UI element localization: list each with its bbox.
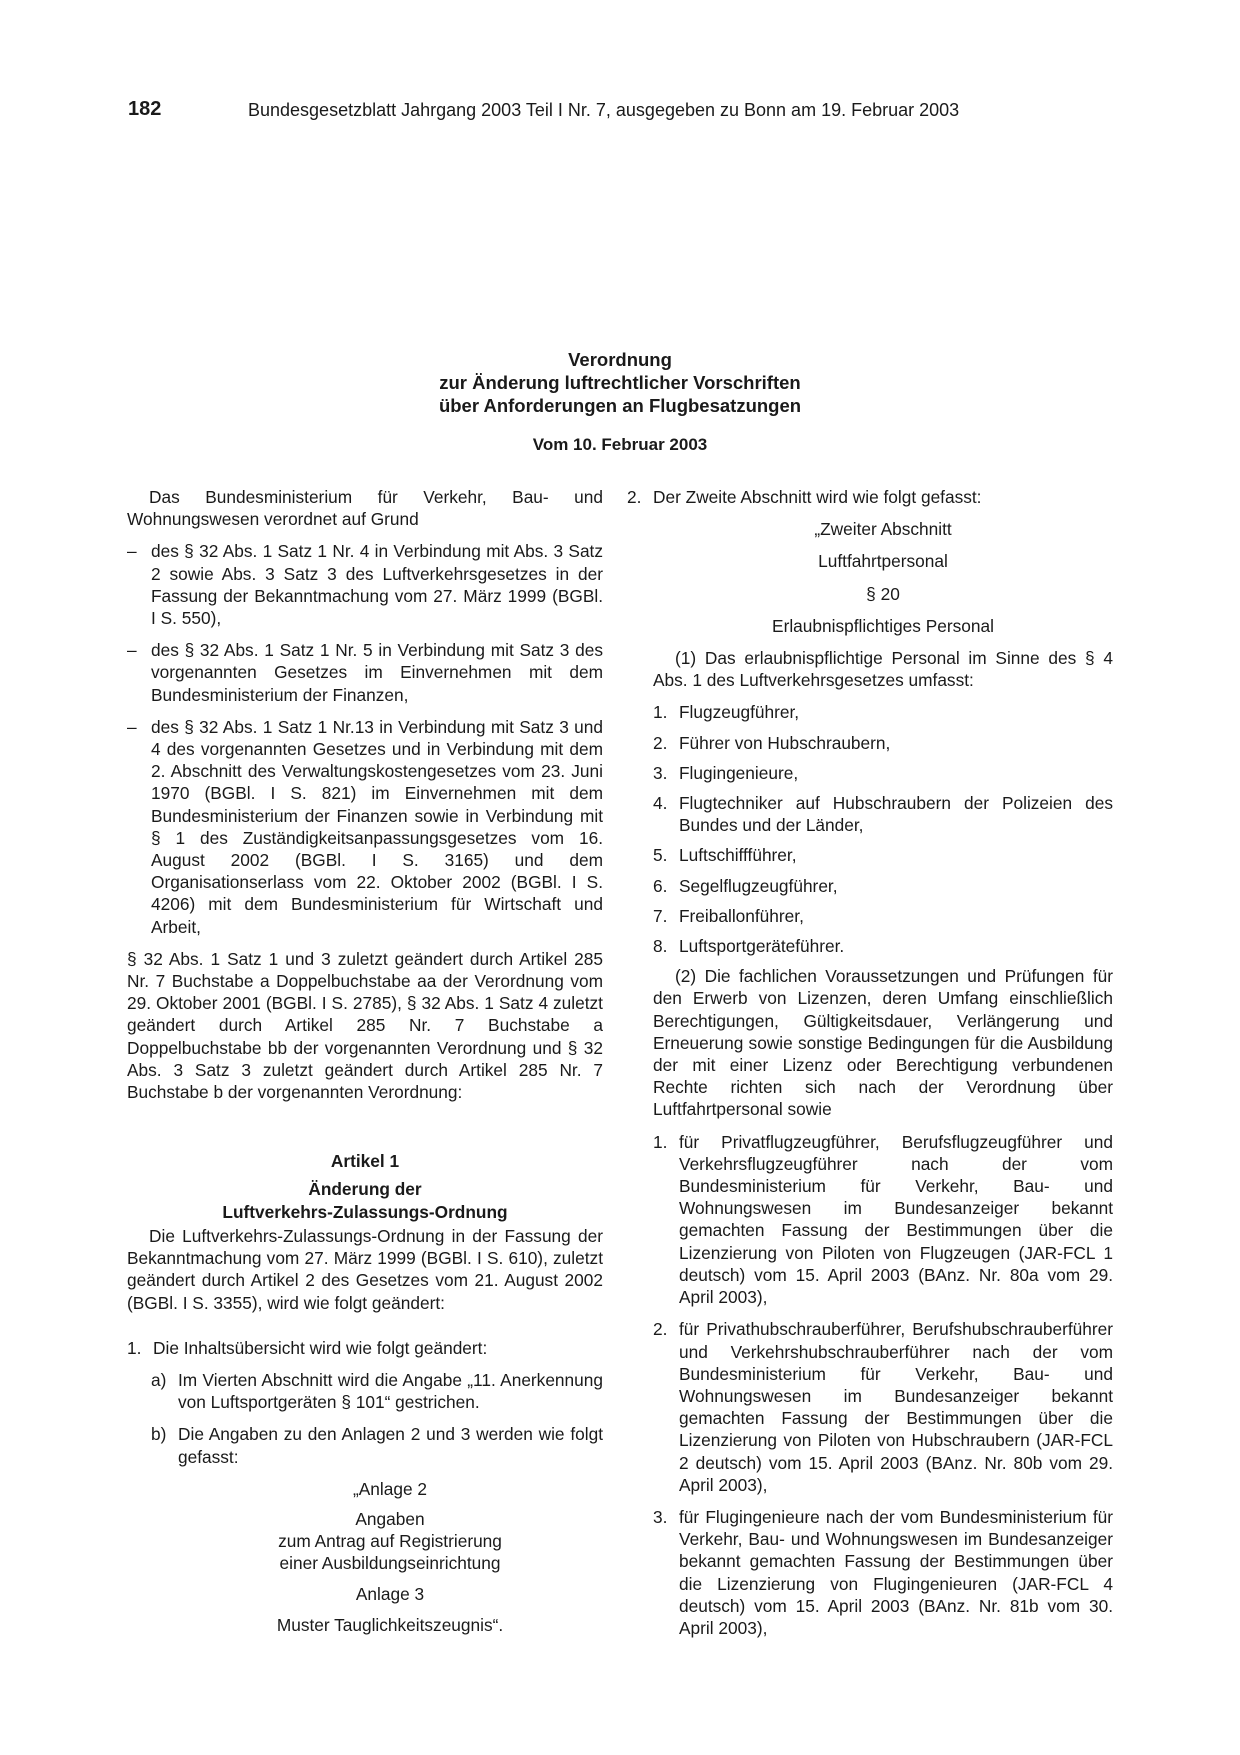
list-item	[653, 905, 1113, 927]
list-marker: 1.	[653, 1131, 668, 1152]
legal-basis-text: des § 32 Abs. 1 Satz 1 Nr.13 in Verbindung mit Satz 3 und 4 des vorgenannten Gesetzes und in Verbindung mit dem 2. Abschnitt des Verwaltungskostengesetzes vom 23. Juni 1970 (BGBl. I S. 821) im Einvernehmen mit dem Bundesministerium der Finanzen sowie in Verbindung mit § 1 des Zuständigkeitsanpassungsgesetzes vom 16. August 2002 (BGBl. I S. 3165) und dem Organisationserlass vom 22. Oktober 2002 (BGBl. I S. 4206) mit dem Bundesministerium für Wirtschaft und Arbeit,	[151, 716, 603, 937]
annex-2-heading: „Anlage 2	[353, 1478, 427, 1499]
title-line-1: Verordnung	[568, 349, 672, 370]
regulations-list	[653, 1131, 1113, 1639]
list-item	[653, 792, 1113, 836]
section-heading: „Zweiter Abschnitt	[814, 519, 952, 540]
list-item-text: Der Zweite Abschnitt wird wie folgt gefasst:	[653, 487, 982, 507]
list-item	[653, 1506, 1113, 1639]
list-marker: 7.	[653, 905, 668, 926]
list-marker: 5.	[653, 845, 668, 866]
title-line-3: über Anforderungen an Flugbesatzungen	[438, 395, 802, 416]
list-marker: 4.	[653, 793, 668, 814]
list-item	[653, 701, 1113, 723]
list-item	[653, 1318, 1113, 1496]
right-column	[627, 486, 1113, 1649]
list-item-text: für Privathubschrauberführer, Berufshubschrauberführer und Verkehrshubschrauberführer nach der vom Bundesministerium für Verkehr, Bau- und Wohnungswesen im Bundesanzeiger bekannt gemachten Fassung der Bestimmungen über die Lizenzierung von Piloten von Hubschraubern (JAR-FCL 2 deutsch) vom 15. April 2003 (BAnz. Nr. 80b vom 29. April 2003),	[679, 1319, 1113, 1495]
sub-item-a	[151, 1369, 603, 1413]
annex-block	[177, 1478, 603, 1636]
list-marker: 2.	[653, 1319, 668, 1340]
list-marker: 2.	[653, 732, 668, 753]
amendment-paragraph: § 32 Abs. 1 Satz 1 und 3 zuletzt geändert durch Artikel 285 Nr. 7 Buchstabe a Doppelbuchstabe aa der Verordnung vom 29. Oktober 2001 (BGBl. I S. 2785), § 32 Abs. 1 Satz 4 zuletzt geändert durch Artikel 285 Nr. 7 Buchstabe a Doppelbuchstabe bb der vorgenannten Verordnung und § 32 Abs. 3 Satz 3 zuletzt geändert durch Artikel 285 Nr. 7 Buchstabe b der vorgenannten Verordnung:	[127, 948, 603, 1103]
sub-item-b	[151, 1423, 603, 1467]
list-item-text: Flugingenieure,	[679, 762, 799, 783]
sub-item-marker: a)	[151, 1369, 167, 1390]
list-item-text: für Privatflugzeugführer, Berufsflugzeugführer und Verkehrsflugzeugführer nach der vom Bundesministerium für Verkehr, Bau- und Wohnungswesen im Bundesanzeiger bekannt gemachten Fassung der Bestimmungen über die Lizenzierung von Piloten von Flugzeugen (JAR-FCL 1 deutsch) vom 15. April 2003 (BAnz. Nr. 80a vom 29. April 2003),	[679, 1131, 1113, 1308]
list-item-text: Flugzeugführer,	[679, 702, 800, 723]
list-marker: 1.	[653, 702, 668, 723]
list-item-text: Flugtechniker auf Hubschraubern der Polizeien des Bundes und der Länder,	[679, 793, 1113, 836]
paragraph-number: § 20	[866, 583, 900, 604]
intro-paragraph: Das Bundesministerium für Verkehr, Bau- und Wohnungswesen verordnet auf Grund	[127, 487, 603, 530]
list-item-text: Luftschiffführer,	[679, 845, 797, 866]
list-item	[653, 762, 1113, 784]
sub-item-text: Im Vierten Abschnitt wird die Angabe „11. Anerkennung von Luftsportgeräten § 101“ gestrichen.	[178, 1369, 603, 1413]
list-marker: 2.	[627, 487, 642, 507]
sub-item-text: Die Angaben zu den Anlagen 2 und 3 werden wie folgt gefasst:	[178, 1424, 603, 1467]
personnel-list	[653, 701, 1113, 957]
legal-basis-item	[127, 716, 603, 938]
list-marker: 3.	[653, 762, 668, 783]
list-item	[653, 844, 1113, 866]
paragraph-title: Erlaubnispflichtiges Personal	[772, 615, 994, 636]
list-item	[653, 732, 1113, 754]
legal-basis-text: des § 32 Abs. 1 Satz 1 Nr. 5 in Verbindung mit Satz 3 des vorgenannten Gesetzes im Einvernehmen mit dem Bundesministerium der Finanzen,	[151, 640, 603, 705]
list-item	[653, 935, 1113, 957]
sub-item-marker: b)	[151, 1424, 167, 1445]
document-title	[0, 348, 1240, 417]
list-item	[653, 1131, 1113, 1309]
annex-2-title-1: Angaben	[355, 1508, 425, 1529]
list-item-text: Luftsportgeräteführer.	[679, 936, 845, 957]
dash-marker: –	[127, 716, 137, 737]
list-item-text: für Flugingenieure nach der vom Bundesministerium für Verkehr, Bau- und Wohnungswesen im Bundesanzeiger bekannt gemachten Fassung der Bestimmungen über die Lizenzierung von Flugingenieuren (JAR-FCL 4 deutsch) vom 15. April 2003 (BAnz. Nr. 81b vom 30. April 2003),	[679, 1506, 1113, 1638]
page-header	[128, 98, 1240, 128]
article-text: Die Luftverkehrs-Zulassungs-Ordnung in der Fassung der Bekanntmachung vom 27. März 1999 (BGBl. I S. 610), zuletzt geändert durch Artikel 2 des Gesetzes vom 21. August 2002 (BGBl. I S. 3355), wird wie folgt geändert:	[127, 1225, 603, 1313]
article-title-line-1: Änderung der	[308, 1179, 422, 1200]
abs2-paragraph: (2) Die fachlichen Voraussetzungen und Prüfungen für den Erwerb von Lizenzen, deren Umfang einschließlich Berechtigungen, Gültigkeitsdauer, Verlängerung und Erneuerung sowie sonstige Bedingungen für die Ausbildung der mit einer Lizenz oder Berechtigung verbundenen Rechte richten sich nach der Verordnung über Luftfahrtpersonal sowie	[653, 966, 1113, 1120]
legal-basis-item	[127, 540, 603, 629]
list-item	[627, 486, 1113, 508]
page-number: 182	[128, 98, 162, 120]
journal-line: Bundesgesetzblatt Jahrgang 2003 Teil I Nr. 7, ausgegeben zu Bonn am 19. Februar 2003	[248, 100, 960, 120]
abs1-paragraph: (1) Das erlaubnispflichtige Personal im Sinne des § 4 Abs. 1 des Luftverkehrsgesetzes umfasst:	[653, 648, 1113, 691]
list-item-text: Führer von Hubschraubern,	[679, 732, 891, 753]
dash-marker: –	[127, 640, 137, 661]
list-marker: 8.	[653, 936, 668, 957]
list-item	[127, 1337, 603, 1359]
annex-3-heading: Anlage 3	[355, 1583, 425, 1604]
left-column	[127, 486, 603, 1636]
annex-3-title: Muster Tauglichkeitszeugnis“.	[276, 1614, 504, 1635]
list-item	[653, 875, 1113, 897]
list-item-text: Freiballonführer,	[679, 905, 804, 926]
list-marker: 6.	[653, 875, 668, 896]
article-title-line-2: Luftverkehrs-Zulassungs-Ordnung	[222, 1201, 508, 1222]
section-title: Luftfahrtpersonal	[818, 551, 948, 572]
list-marker: 1.	[127, 1337, 142, 1358]
dash-marker: –	[127, 541, 137, 562]
legal-basis-item	[127, 639, 603, 706]
document-date: Vom 10. Februar 2003	[532, 435, 708, 454]
annex-2-title-3: einer Ausbildungseinrichtung	[279, 1553, 501, 1574]
article-heading: Artikel 1	[330, 1151, 400, 1172]
legal-basis-text: des § 32 Abs. 1 Satz 1 Nr. 4 in Verbindung mit Abs. 3 Satz 2 sowie Abs. 3 Satz 3 des Luftverkehrsgesetzes in der Fassung der Bekanntmachung vom 27. März 1999 (BGBl. I S. 550),	[151, 541, 603, 629]
annex-2-title-2: zum Antrag auf Registrierung	[278, 1531, 502, 1552]
list-item-text: Segelflugzeugführer,	[679, 875, 838, 896]
title-line-2: zur Änderung luftrechtlicher Vorschriften	[439, 372, 801, 393]
list-marker: 3.	[653, 1506, 668, 1527]
section-block	[653, 518, 1113, 1639]
list-item-text: Die Inhaltsübersicht wird wie folgt geändert:	[153, 1337, 488, 1358]
